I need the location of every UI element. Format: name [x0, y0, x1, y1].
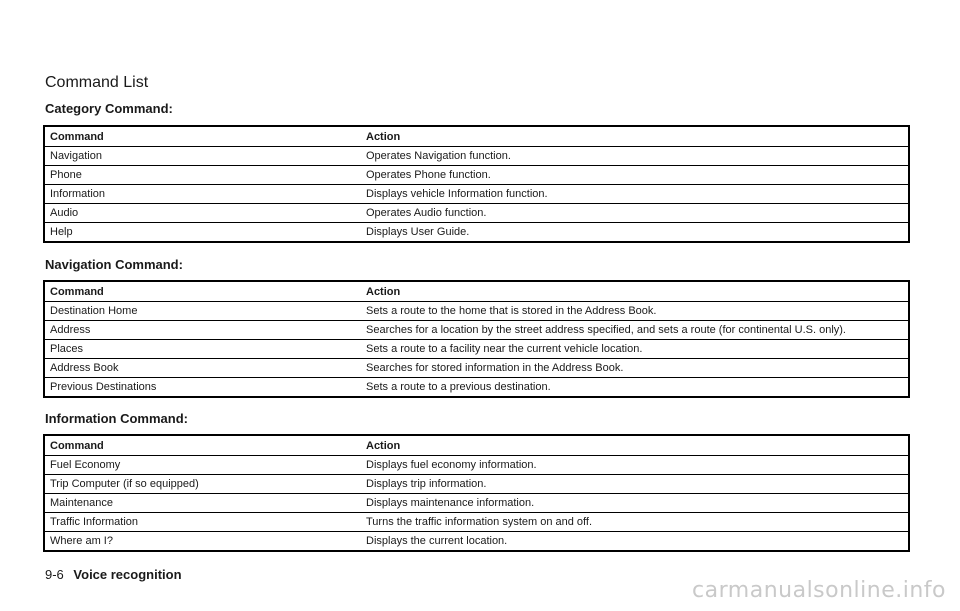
column-header-action: Action [366, 439, 401, 452]
category-command-table [43, 125, 910, 243]
table-row [44, 302, 909, 321]
action-cell: Operates Audio function. [363, 204, 909, 223]
footer-section-title: Voice recognition [73, 567, 182, 582]
table-row [44, 456, 909, 475]
command-cell: Phone [44, 166, 363, 185]
table-header-row [44, 435, 909, 456]
section-heading-navigation: Navigation Command: [45, 257, 183, 272]
table-header-row [44, 281, 909, 302]
command-cell: Previous Destinations [44, 378, 363, 398]
action-cell: Displays trip information. [363, 475, 909, 494]
action-cell: Sets a route to a previous destination. [363, 378, 909, 398]
table-row [44, 321, 909, 340]
section-heading-category: Category Command: [45, 101, 173, 116]
command-cell: Fuel Economy [44, 456, 363, 475]
action-cell: Displays vehicle Information function. [363, 185, 909, 204]
table-row [44, 204, 909, 223]
table-row [44, 166, 909, 185]
action-cell: Searches for a location by the street address specified, and sets a route (for continental U.S. only). [363, 321, 909, 340]
table-row [44, 513, 909, 532]
table-row [44, 185, 909, 204]
table-row [44, 378, 909, 398]
section-heading-information: Information Command: [45, 411, 188, 426]
table-row [44, 532, 909, 552]
action-cell: Searches for stored information in the Address Book. [363, 359, 909, 378]
page-title: Command List [45, 74, 149, 91]
information-command-table [43, 434, 910, 552]
column-header-action: Action [366, 130, 401, 143]
page-footer [45, 567, 182, 582]
command-cell: Destination Home [44, 302, 363, 321]
command-cell: Address [44, 321, 363, 340]
command-cell: Navigation [44, 147, 363, 166]
command-cell: Trip Computer (if so equipped) [44, 475, 363, 494]
command-cell: Traffic Information [44, 513, 363, 532]
action-cell: Displays maintenance information. [363, 494, 909, 513]
action-cell: Operates Phone function. [363, 166, 909, 185]
column-header-command: Command [50, 130, 104, 143]
table-row [44, 494, 909, 513]
table-row [44, 340, 909, 359]
command-cell: Audio [44, 204, 363, 223]
page-number: 9-6 [45, 567, 64, 582]
column-header-command: Command [50, 439, 104, 452]
action-cell: Operates Navigation function. [363, 147, 909, 166]
watermark: carmanualsonline.info [692, 578, 946, 603]
action-cell: Turns the traffic information system on and off. [363, 513, 909, 532]
column-header-command: Command [50, 285, 104, 298]
command-cell: Places [44, 340, 363, 359]
action-cell: Displays the current location. [363, 532, 909, 552]
table-row [44, 223, 909, 243]
table-header-row [44, 126, 909, 147]
action-cell: Sets a route to the home that is stored in the Address Book. [363, 302, 909, 321]
command-cell: Where am I? [44, 532, 363, 552]
action-cell: Displays fuel economy information. [363, 456, 909, 475]
action-cell: Displays User Guide. [363, 223, 909, 243]
table-row [44, 147, 909, 166]
command-cell: Help [44, 223, 363, 243]
command-cell: Information [44, 185, 363, 204]
action-cell: Sets a route to a facility near the current vehicle location. [363, 340, 909, 359]
table-row [44, 359, 909, 378]
navigation-command-table [43, 280, 910, 398]
column-header-action: Action [366, 285, 401, 298]
table-row [44, 475, 909, 494]
command-cell: Address Book [44, 359, 363, 378]
command-cell: Maintenance [44, 494, 363, 513]
